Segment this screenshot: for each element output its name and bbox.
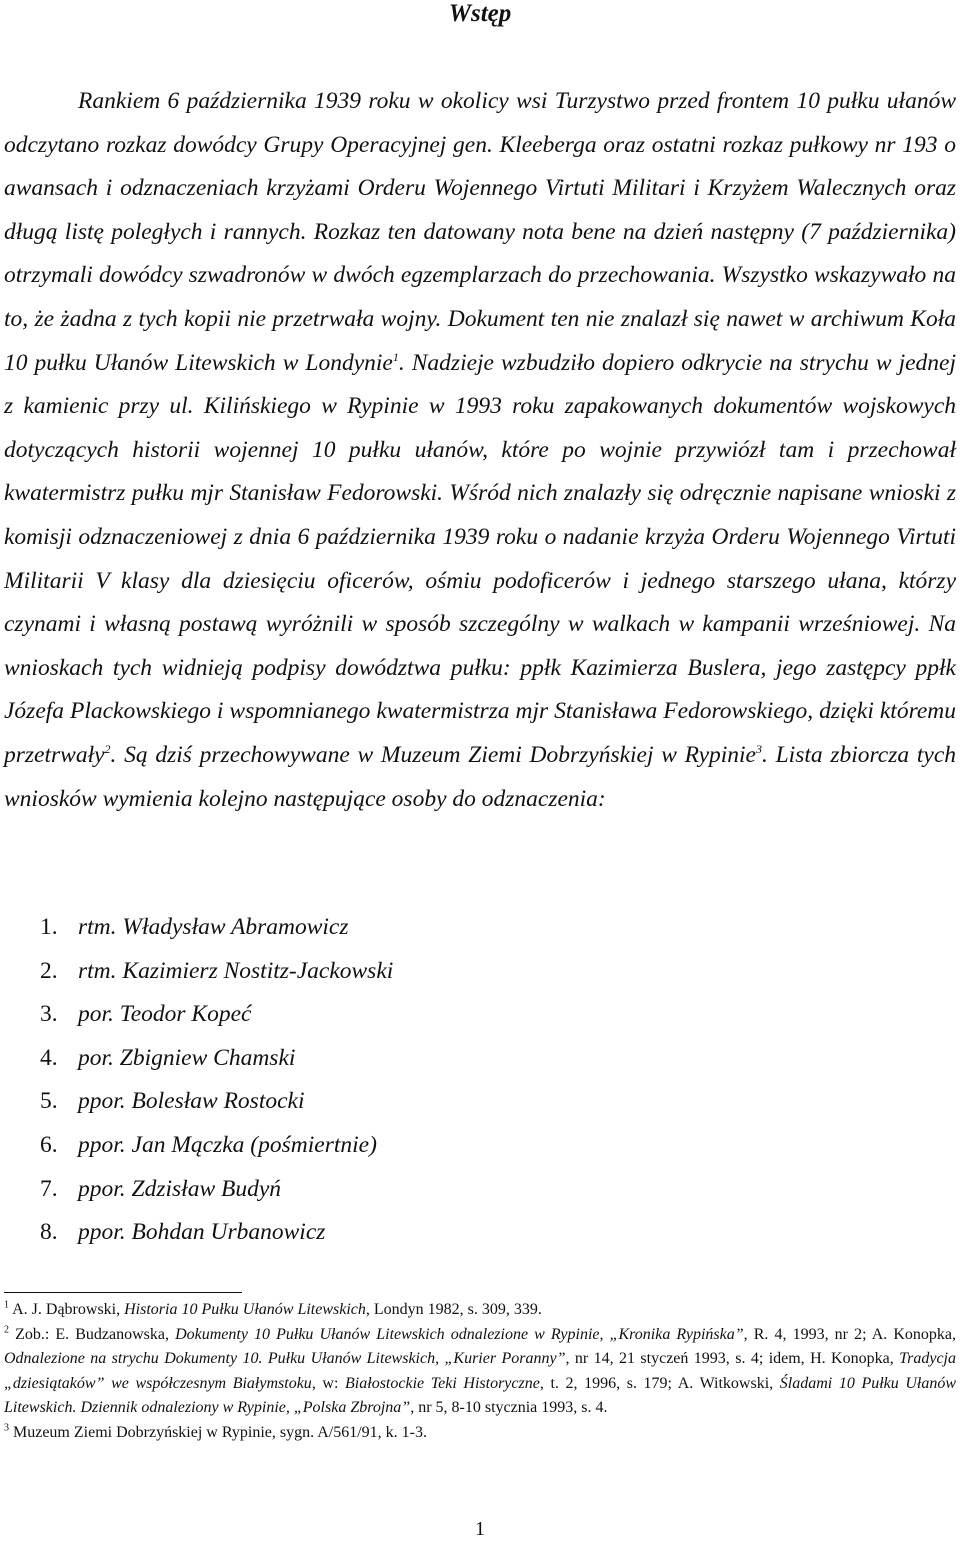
footnote-ref-1[interactable]: 1 bbox=[392, 349, 399, 364]
list-item-text: ppor. Bolesław Rostocki bbox=[78, 1088, 305, 1115]
list-item bbox=[4, 993, 604, 1037]
footnote-mark: 3 bbox=[4, 1422, 9, 1434]
list-item-text: ppor. Zdzisław Budyń bbox=[78, 1175, 282, 1202]
paragraph-text-3: . Są dziś przechowywane w Muzeum Ziemi Dobrzyńskiej w Rypinie bbox=[110, 741, 756, 768]
footnote-text: , w: bbox=[311, 1374, 346, 1392]
list-item bbox=[4, 1168, 604, 1212]
footnote-mark: 2 bbox=[4, 1324, 9, 1336]
page-title: Wstęp bbox=[448, 0, 512, 27]
footnote-1 bbox=[4, 1298, 956, 1323]
list-item bbox=[4, 1124, 604, 1168]
footnote-text: Zob.: E. Budzanowska, bbox=[9, 1325, 176, 1343]
list-number: 2. bbox=[40, 957, 58, 984]
list-number: 6. bbox=[40, 1131, 58, 1158]
list-item bbox=[4, 1211, 604, 1255]
list-item bbox=[4, 1037, 604, 1081]
footnote-text: , nr 5, 8-10 stycznia 1993, s. 4. bbox=[410, 1399, 608, 1416]
footnote-mark: 1 bbox=[4, 1299, 9, 1311]
paragraph-text-1: Rankiem 6 października 1939 roku w okolicy wsi Turzystwo przed frontem 10 pułku ułanów odczytano rozkaz dowódcy Grupy Operacyjnej gen. Kleeberga oraz ostatni rozkaz pułkowy nr 193 o awansach i odznaczeniach krzyżami Orderu Wojennego Virtuti Militari i Krzyżem Walecznych oraz długą listę poległych i rannych. Rozkaz ten datowany nota bene na dzień następny (7 października) otrzymali dowódcy szwadronów w dwóch egzemplarzach do przechowania. Wszystko wskazywało na to, że żadna z tych kopii nie przetrwała wojny. Dokument ten nie znalazł się nawet w archiwum Koła 10 pułku Ułanów Litewskich w Londynie bbox=[4, 88, 956, 376]
footnote-title: Historia 10 Pułku Ułanów Litewskich bbox=[124, 1301, 366, 1318]
list-item bbox=[4, 906, 604, 950]
footnote-ref-2[interactable]: 2 bbox=[104, 742, 111, 757]
footnote-text: A. J. Dąbrowski, bbox=[9, 1301, 125, 1318]
footnote-text: , nr 14, 21 styczeń 1993, s. 4; idem, H. Konopka, bbox=[565, 1350, 900, 1367]
list-item-text: por. Teodor Kopeć bbox=[78, 1001, 252, 1028]
list-item-text: ppor. Jan Mączka (pośmiertnie) bbox=[78, 1131, 377, 1158]
footnotes bbox=[4, 1298, 956, 1445]
footnote-3 bbox=[4, 1421, 956, 1446]
footnote-title: Tradycja „dziesiątaków” we współczesnym Białymstoku bbox=[4, 1350, 956, 1392]
footnote-2 bbox=[4, 1323, 956, 1421]
footnote-text: , Londyn 1982, s. 309, 339. bbox=[365, 1301, 542, 1318]
footnote-text: Muzeum Ziemi Dobrzyńskiej w Rypinie, sygn. A/561/91, k. 1-3. bbox=[9, 1423, 427, 1441]
footnote-title: Białostockie Teki Historyczne bbox=[345, 1374, 540, 1392]
list-number: 3. bbox=[40, 1001, 58, 1028]
page-number: 1 bbox=[475, 1518, 485, 1540]
list-number: 4. bbox=[40, 1044, 58, 1071]
decoration-list bbox=[4, 906, 604, 1255]
list-item bbox=[4, 950, 604, 994]
list-number: 8. bbox=[40, 1219, 58, 1246]
body-paragraph bbox=[4, 80, 956, 821]
list-number: 1. bbox=[40, 914, 58, 940]
list-item bbox=[4, 1080, 604, 1124]
paragraph-text-2: . Nadzieje wzbudziło dopiero odkrycie na strychu w jednej z kamienic przy ul. Kilińskiego w Rypinie w 1993 roku zapakowanych dokumentów wojskowych dotyczących historii wojennej 10 pułku ułanów, które po wojnie przywiózł tam i przechował kwatermistrz pułku mjr Stanisław Fedorowski. Wśród nich znalazły się odręcznie napisane wnioski z komisji odznaczeniowej z dnia 6 października 1939 roku o nadanie krzyża Orderu Wojennego Virtuti Militarii V klasy dla dziesięciu oficerów, ośmiu podoficerów i jednego starszego ułana, którzy czynami i własną postawą wyróżnili w sposób szczególny w walkach w kampanii wrześniowej. Na wnioskach tych widnieją podpisy dowództwa pułku: ppłk Kazimierza Buslera, jego zastępcy ppłk Józefa Plackowskiego i wspomnianego kwatermistrza mjr Stanisława Fedorowskiego, dzięki któremu przetrwały bbox=[4, 349, 956, 768]
list-number: 5. bbox=[40, 1088, 58, 1115]
footnote-separator bbox=[4, 1292, 242, 1293]
footnote-title: Odnalezione na strychu Dokumenty 10. Pułku Ułanów Litewskich, „Kurier Poranny” bbox=[4, 1350, 566, 1367]
list-number: 7. bbox=[40, 1175, 58, 1202]
list-item-text: por. Zbigniew Chamski bbox=[78, 1044, 296, 1071]
footnote-title: Śladami 10 Pułku Ułanów Litewskich. Dziennik odnaleziony w Rypinie, „Polska Zbrojna” bbox=[4, 1374, 957, 1416]
list-item-text: ppor. Bohdan Urbanowicz bbox=[78, 1219, 326, 1246]
footnote-ref-3[interactable]: 3 bbox=[756, 742, 762, 757]
list-item-text: rtm. Kazimierz Nostitz-Jackowski bbox=[78, 957, 394, 984]
footnote-text: , R. 4, 1993, nr 2; A. Konopka, bbox=[743, 1325, 957, 1343]
footnote-text: , t. 2, 1996, s. 179; A. Witkowski, bbox=[539, 1374, 780, 1392]
list-item-text: rtm. Władysław Abramowicz bbox=[78, 914, 349, 940]
paragraph-text-4: . Lista zbiorcza tych wniosków wymienia kolejno następujące osoby do odznaczenia: bbox=[4, 741, 956, 812]
footnote-title: Dokumenty 10 Pułku Ułanów Litewskich odnalezione w Rypinie, „Kronika Rypińska” bbox=[175, 1325, 744, 1343]
